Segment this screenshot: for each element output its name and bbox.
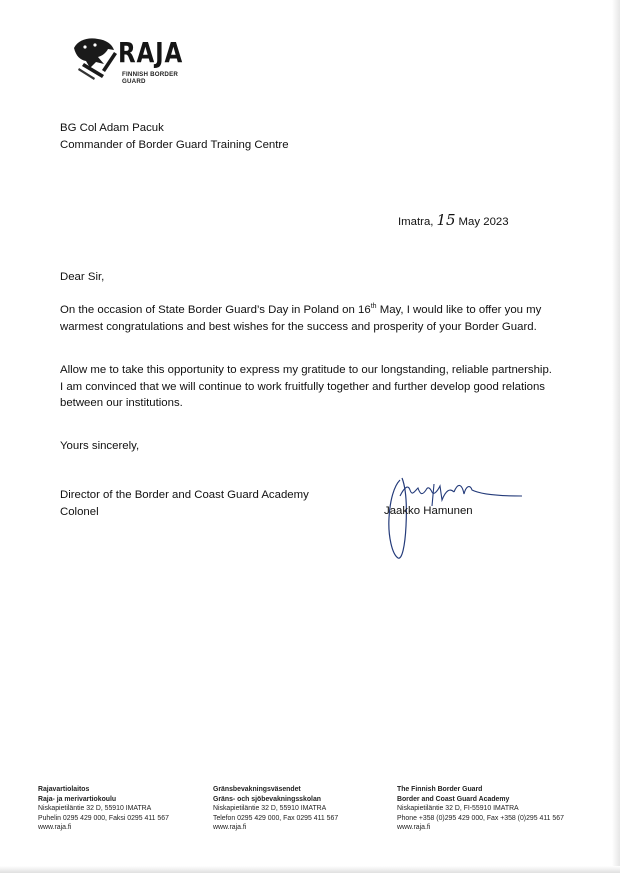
- footer-org: Gränsbevakningsväsendet: [213, 786, 301, 793]
- footer-org: The Finnish Border Guard: [397, 786, 483, 793]
- footer-unit: Raja- ja merivartiokoulu: [38, 795, 117, 803]
- ordinal-suffix: th: [370, 303, 377, 311]
- footer-phone: Phone +358 (0)295 429 000, Fax +358 (0)295 411 567: [397, 814, 564, 822]
- footer-column-finnish: [38, 785, 198, 833]
- sender-title-block: [60, 487, 309, 520]
- sender-rank: Colonel: [60, 505, 99, 518]
- date-day-handwritten: 15: [436, 211, 456, 229]
- paragraph-1-text-b: May, I would like to offer you my warmest congratulations and best wishes for the success and prosperity of your Border Guard.: [60, 304, 542, 333]
- sender-title: Director of the Border and Coast Guard Academy: [60, 489, 309, 501]
- footer-phone: Telefon 0295 429 000, Fax 0295 411 567: [213, 814, 339, 822]
- footer-phone: Puhelin 0295 429 000, Faksi 0295 411 567: [38, 814, 169, 822]
- footer-column-english: [397, 785, 572, 833]
- logo-subtitle: FINNISH BORDER GUARD: [122, 71, 179, 85]
- recipient-name: BG Col Adam Pacuk: [60, 122, 164, 134]
- salutation: Dear Sir,: [60, 271, 105, 283]
- footer-address: Niskapietiläntie 32 D, 55910 IMATRA: [213, 805, 327, 812]
- footer-web: www.raja.fi: [397, 824, 431, 831]
- raja-logo: [68, 34, 188, 84]
- recipient-block: [60, 120, 289, 153]
- date-month-year: May 2023: [458, 216, 509, 228]
- page-edge-shadow-right: [612, 0, 620, 873]
- footer-column-swedish: [213, 785, 373, 833]
- lynx-emblem-icon: [68, 34, 122, 84]
- footer-org: Rajavartiolaitos: [38, 786, 90, 793]
- paragraph-1: [60, 302, 555, 335]
- date-line: [398, 212, 509, 231]
- recipient-position: Commander of Border Guard Training Centre: [60, 138, 289, 151]
- paragraph-1-text-a: On the occasion of State Border Guard’s Day in Poland on 16: [60, 304, 371, 316]
- footer-unit: Gräns- och sjöbevakningsskolan: [213, 795, 321, 803]
- logo-wordmark: RAJA: [118, 36, 184, 69]
- closing: Yours sincerely,: [60, 440, 140, 452]
- footer-web: www.raja.fi: [38, 824, 72, 831]
- page-edge-shadow-bottom: [0, 866, 620, 873]
- paragraph-2: Allow me to take this opportunity to express my gratitude to our longstanding, reliable partnership. I am convinced that we will continue to work fruitfully together and further develop good relations between our institutions.: [60, 364, 552, 409]
- date-place: Imatra,: [398, 216, 434, 228]
- footer-web: www.raja.fi: [213, 824, 247, 831]
- footer-unit: Border and Coast Guard Academy: [397, 795, 510, 803]
- sender-name: Jaakko Hamunen: [384, 505, 473, 517]
- footer-address: Niskapietiläntie 32 D, FI-55910 IMATRA: [397, 805, 519, 812]
- footer-address: Niskapietiläntie 32 D, 55910 IMATRA: [38, 805, 152, 812]
